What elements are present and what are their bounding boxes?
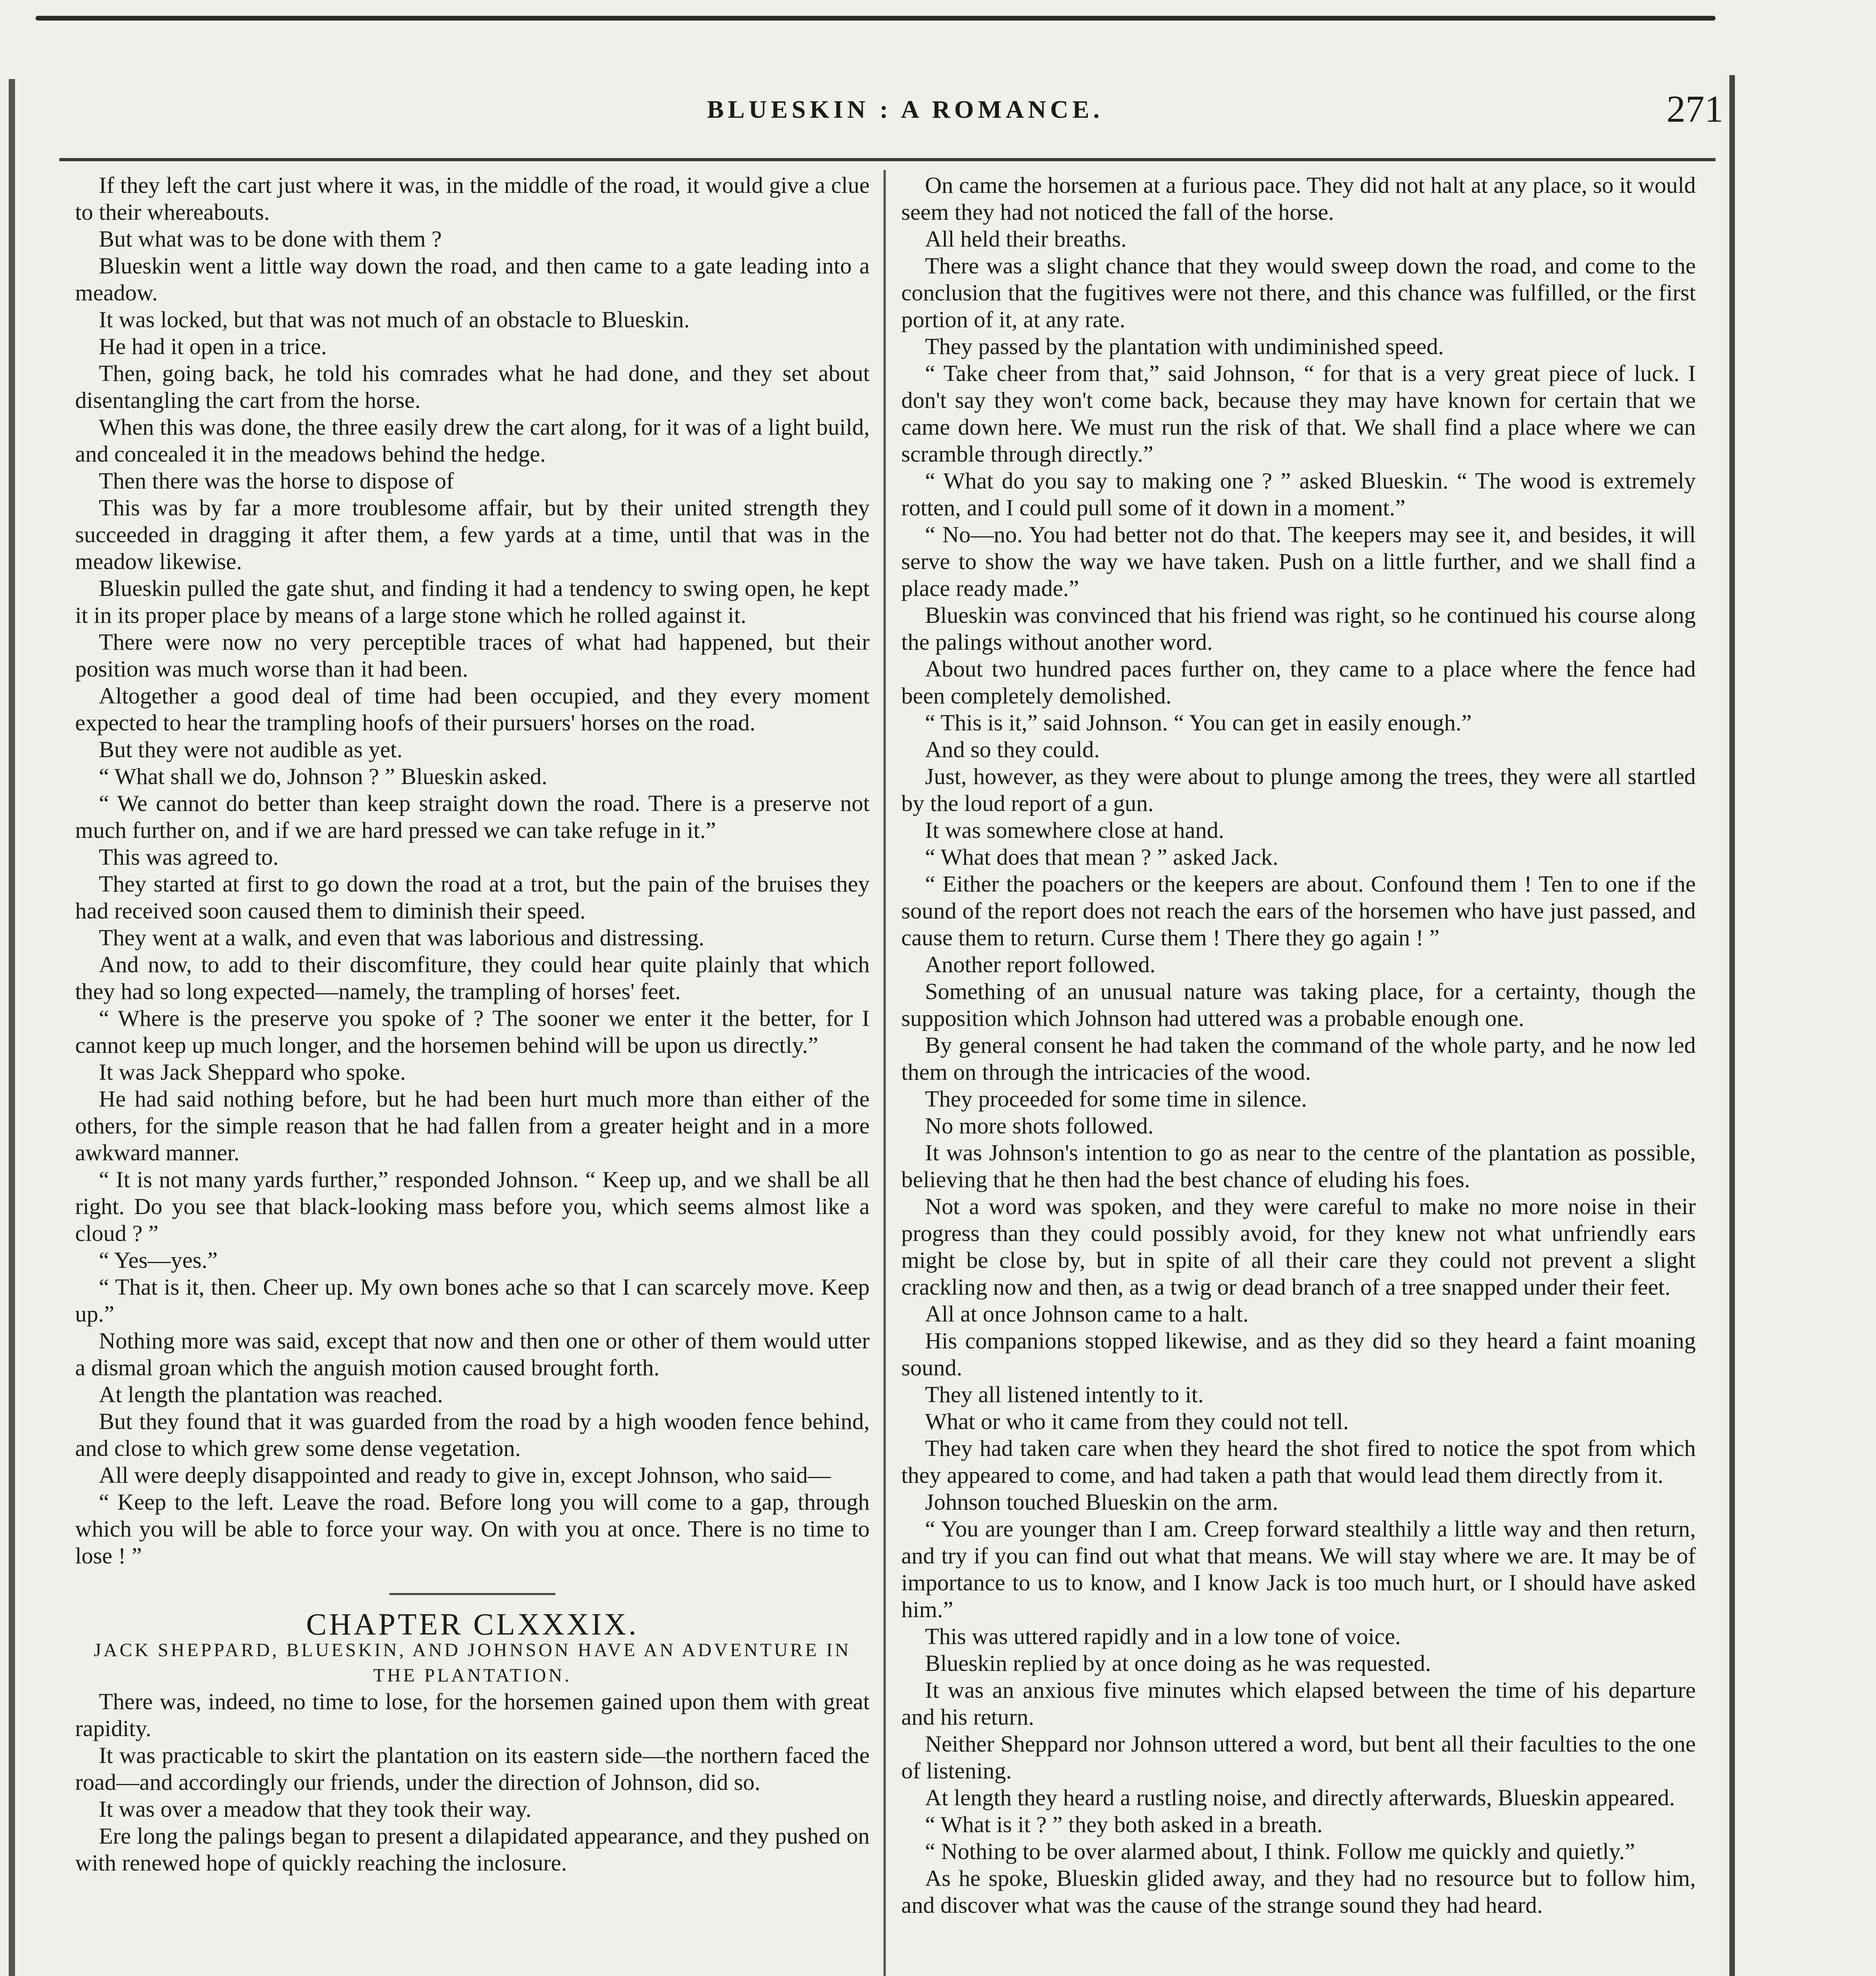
paragraph: At length the plantation was reached. xyxy=(99,1382,443,1407)
paragraph: Another report followed. xyxy=(925,952,1156,977)
paragraph: Just, however, as they were about to plunge among the trees, they were all startled by the loud report of a gun. xyxy=(901,764,1696,816)
chapter-rule xyxy=(389,1593,555,1595)
paragraph: “ Yes—yes.” xyxy=(99,1247,218,1273)
paragraph: No more shots followed. xyxy=(925,1113,1154,1139)
paragraph: “ Either the poachers or the keepers are about. Confound them ! Ten to one if the sound of the report does not reach the ears of the horsemen who have just passed, and cause them to return. Curse them ! There they go again ! ” xyxy=(901,871,1696,950)
page-header xyxy=(0,87,1876,146)
chapter-paragraph: It was practicable to skirt the plantation on its eastern side—the northern faced the road—and accordingly our friends, under the direction of Johnson, did so. xyxy=(75,1742,870,1795)
paragraph: “ Nothing to be over alarmed about, I think. Follow me quickly and quietly.” xyxy=(925,1838,1635,1864)
paragraph: This was agreed to. xyxy=(99,844,279,870)
page-number: 271 xyxy=(1667,88,1723,130)
paragraph: “ What does that mean ? ” asked Jack. xyxy=(925,844,1278,870)
chapter-title: CHAPTER CLXXXIX. xyxy=(306,1607,639,1641)
right-column xyxy=(901,172,1696,1976)
paragraph: There was a slight chance that they would sweep down the road, and come to the conclusion that the fugitives were not there, and this chance was fulfilled, or the first portion of it, at any rate. xyxy=(901,253,1696,332)
chapter-paragraph: There was, indeed, no time to lose, for the horsemen gained upon them with great rapidity. xyxy=(75,1689,870,1741)
paragraph: It was Johnson's intention to go as near to the centre of the plantation as possible, believing that he then had the best chance of eluding his foes. xyxy=(901,1140,1696,1192)
paragraph: All were deeply disappointed and ready to give in, except Johnson, who said— xyxy=(99,1462,831,1488)
paragraph: Blueskin replied by at once doing as he was requested. xyxy=(925,1650,1431,1676)
left-column xyxy=(75,172,870,1976)
paragraph: Nothing more was said, except that now and then one or other of them would utter a dismal groan which the anguish motion caused brought forth. xyxy=(75,1328,870,1380)
paragraph: What or who it came from they could not tell. xyxy=(925,1408,1349,1434)
paragraph: They went at a walk, and even that was laborious and distressing. xyxy=(99,925,704,950)
paragraph: All at once Johnson came to a halt. xyxy=(925,1301,1249,1327)
paragraph: And so they could. xyxy=(925,737,1100,762)
paragraph: It was somewhere close at hand. xyxy=(925,817,1224,843)
paragraph: Then there was the horse to dispose of xyxy=(99,468,454,494)
paragraph: They started at first to go down the road at a trot, but the pain of the bruises they had received soon caused them to diminish their speed. xyxy=(75,871,870,924)
paragraph: About two hundred paces further on, they came to a place where the fence had been completely demolished. xyxy=(901,656,1696,709)
paragraph: It was an anxious five minutes which elapsed between the time of his departure and his return. xyxy=(901,1677,1696,1730)
paragraph: There were now no very perceptible traces of what had happened, but their position was much worse than it had been. xyxy=(75,629,870,682)
paragraph: “ That is it, then. Cheer up. My own bones ache so that I can scarcely move. Keep up.” xyxy=(75,1274,870,1327)
paragraph: Altogether a good deal of time had been occupied, and they every moment expected to hear the trampling hoofs of their pursuers' horses on the road. xyxy=(75,683,870,735)
chapter-paragraph: It was over a meadow that they took their way. xyxy=(99,1796,532,1822)
paragraph: By general consent he had taken the command of the whole party, and he now led them on through the intricacies of the wood. xyxy=(901,1032,1696,1085)
paragraph: They proceeded for some time in silence. xyxy=(925,1086,1307,1112)
paragraph: Not a word was spoken, and they were careful to make no more noise in their progress than they could possibly avoid, for they knew not what unfriendly ears might be close by, but in spite of all their care they could not prevent a slight crackling now and then, as a twig or dead branch of a tree snapped under their feet. xyxy=(901,1194,1696,1300)
paragraph: This was by far a more troublesome affair, but by their united strength they succeeded in dragging it after them, a few yards at a time, until that was in the meadow likewise. xyxy=(75,495,870,574)
paragraph: “ Keep to the left. Leave the road. Before long you will come to a gap, through which you will be able to force your way. On with you at once. There is no time to lose ! ” xyxy=(75,1489,870,1569)
paragraph: “ Where is the preserve you spoke of ? The sooner we enter it the better, for I cannot keep up much longer, and the horsemen behind will be upon us directly.” xyxy=(75,1005,870,1058)
paragraph: “ What do you say to making one ? ” asked Blueskin. “ The wood is extremely rotten, and I could pull some of it down in a moment.” xyxy=(901,468,1696,520)
paragraph: “ What shall we do, Johnson ? ” Blueskin asked. xyxy=(99,764,547,789)
paragraph: He had said nothing before, but he had been hurt much more than either of the others, for the simple reason that he had fallen from a greater height and in a more awkward manner. xyxy=(75,1086,870,1165)
running-head: BLUESKIN : A ROMANCE. xyxy=(707,95,1104,123)
paragraph: But they found that it was guarded from the road by a high wooden fence behind, and close to which grew some dense vegetation. xyxy=(75,1408,870,1461)
paragraph: It was locked, but that was not much of an obstacle to Blueskin. xyxy=(99,307,690,332)
paragraph: “ Take cheer from that,” said Johnson, “ for that is a very great piece of luck. I don't say they won't come back, because they may have known for certain that we came down here. We must run the risk of that. We shall find a place where we can scramble through directly.” xyxy=(901,360,1696,467)
paragraph: At length they heard a rustling noise, and directly afterwards, Blueskin appeared. xyxy=(925,1785,1675,1810)
paragraph: All held their breaths. xyxy=(925,226,1127,252)
paragraph: “ It is not many yards further,” responded Johnson. “ Keep up, and we shall be all right. Do you see that black-looking mass before you, which seems almost like a cloud ? ” xyxy=(75,1167,870,1246)
paragraph: As he spoke, Blueskin glided away, and they had no resource but to follow him, and discover what was the cause of the strange sound they had heard. xyxy=(901,1865,1696,1918)
paragraph: When this was done, the three easily drew the cart along, for it was of a light build, and concealed it in the meadows behind the hedge. xyxy=(75,414,870,467)
paragraph: But what was to be done with them ? xyxy=(99,226,442,252)
right-margin-rule xyxy=(1729,75,1735,1976)
paragraph: Blueskin was convinced that his friend was right, so he continued his course along the palings without another word. xyxy=(901,602,1696,655)
paragraph: They passed by the plantation with undiminished speed. xyxy=(925,334,1444,359)
paragraph: His companions stopped likewise, and as they did so they heard a faint moaning sound. xyxy=(901,1328,1696,1380)
top-rule xyxy=(36,16,1716,21)
chapter-subtitle: JACK SHEPPARD, BLUESKIN, AND JOHNSON HAVE AN ADVENTURE IN THE PLANTATION. xyxy=(94,1640,851,1686)
paragraph: They all listened intently to it. xyxy=(925,1382,1204,1407)
paragraph: And now, to add to their discomfiture, they could hear quite plainly that which they had so long expected—namely, the trampling of horses' feet. xyxy=(75,952,870,1004)
header-rule xyxy=(59,158,1716,161)
paragraph: Johnson touched Blueskin on the arm. xyxy=(925,1489,1278,1515)
paragraph: On came the horsemen at a furious pace. They did not halt at any place, so it would seem they had not noticed the fall of the horse. xyxy=(901,172,1696,225)
paragraph: Something of an unusual nature was taking place, for a certainty, though the supposition which Johnson had uttered was a probable enough one. xyxy=(901,979,1696,1031)
paragraph: Neither Sheppard nor Johnson uttered a word, but bent all their faculties to the one of listening. xyxy=(901,1731,1696,1784)
paragraph: Blueskin pulled the gate shut, and finding it had a tendency to swing open, he kept it in its proper place by means of a large stone which he rolled against it. xyxy=(75,575,870,628)
paragraph: This was uttered rapidly and in a low tone of voice. xyxy=(925,1623,1401,1649)
paragraph: They had taken care when they heard the shot fired to notice the spot from which they appeared to come, and had taken a path that would lead them directly from it. xyxy=(901,1435,1696,1488)
left-margin-rule xyxy=(9,79,15,1976)
chapter-paragraph: Ere long the palings began to present a dilapidated appearance, and they pushed on with renewed hope of quickly reaching the inclosure. xyxy=(75,1823,870,1876)
paragraph: “ This is it,” said Johnson. “ You can get in easily enough.” xyxy=(925,710,1472,735)
column-divider xyxy=(883,170,886,1976)
paragraph: “ No—no. You had better not do that. The keepers may see it, and besides, it will serve to show the way we have taken. Push on a little further, and we shall find a place ready made.” xyxy=(901,522,1696,601)
paragraph: He had it open in a trice. xyxy=(99,334,327,359)
paragraph: If they left the cart just where it was, in the middle of the road, it would give a clue to their whereabouts. xyxy=(75,172,870,225)
paragraph: “ You are younger than I am. Creep forward stealthily a little way and then return, and try if you can find out what that means. We will stay where we are. It may be of importance to us to know, and I know Jack is too much hurt, or I should have asked him.” xyxy=(901,1516,1696,1622)
paragraph: But they were not audible as yet. xyxy=(99,737,403,762)
paragraph: Blueskin went a little way down the road, and then came to a gate leading into a meadow. xyxy=(75,253,870,305)
paragraph: It was Jack Sheppard who spoke. xyxy=(99,1059,406,1085)
paragraph: “ We cannot do better than keep straight down the road. There is a preserve not much further on, and if we are hard pressed we can take refuge in it.” xyxy=(75,790,870,843)
paragraph: Then, going back, he told his comrades what he had done, and they set about disentangling the cart from the horse. xyxy=(75,360,870,413)
paragraph: “ What is it ? ” they both asked in a breath. xyxy=(925,1812,1323,1837)
